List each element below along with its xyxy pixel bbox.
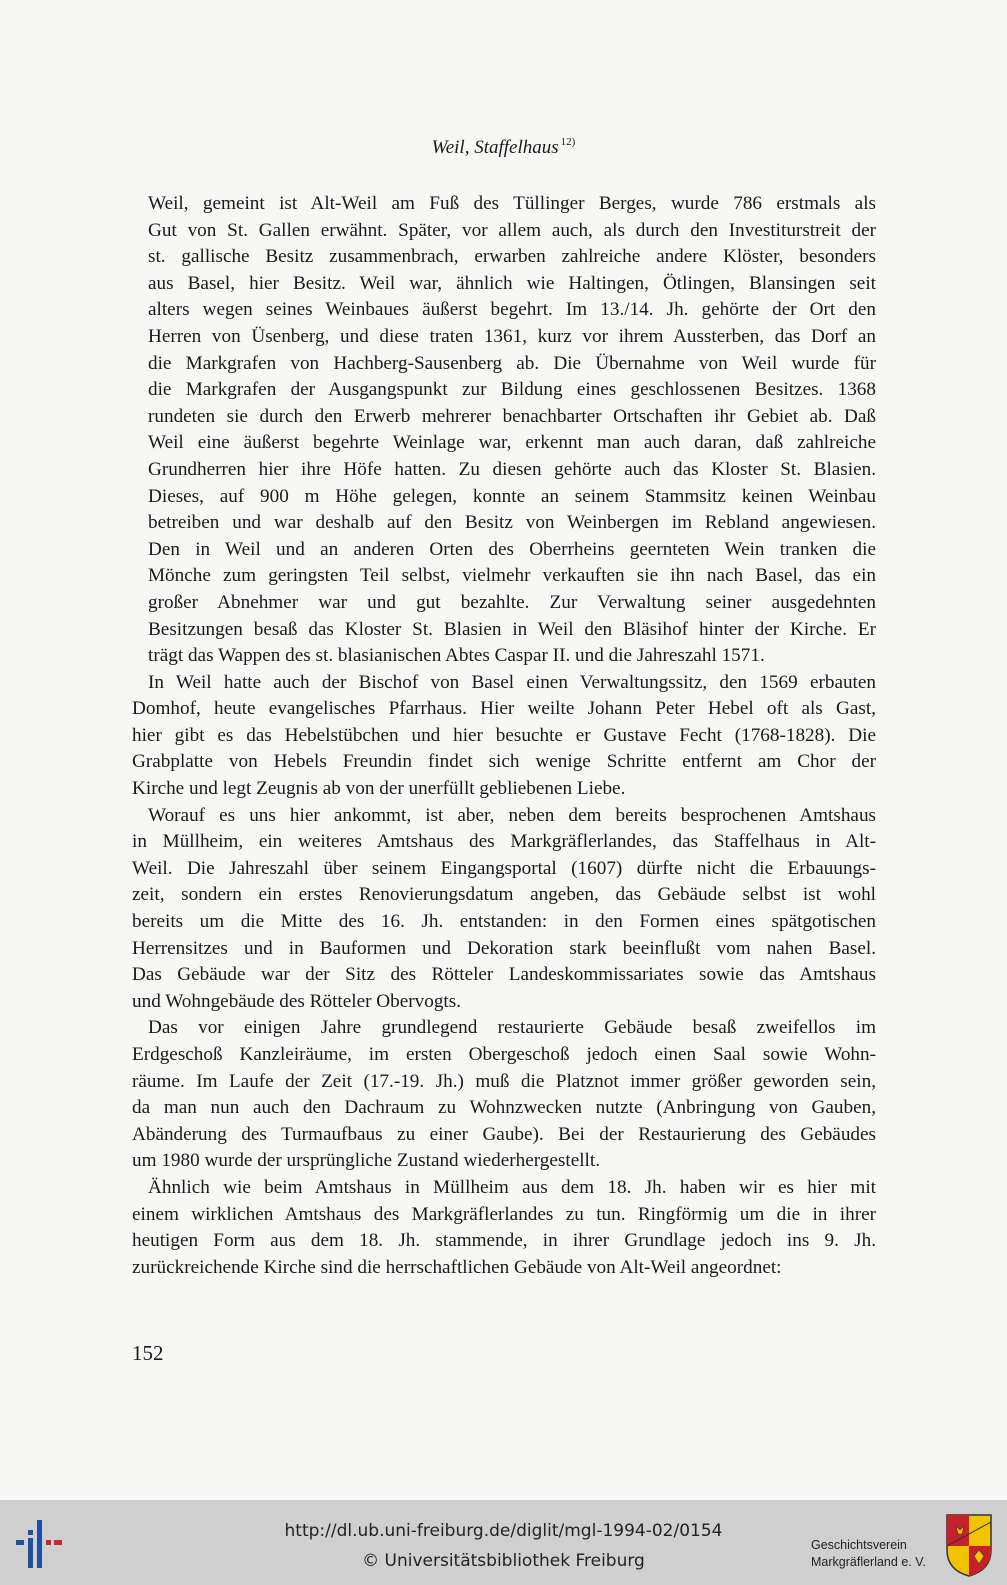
- text-line: hier gibt es das Hebelstübchen und hier besuchte er Gustave Fecht (1768-1828). Die: [132, 724, 876, 746]
- society-line-1: Geschichtsverein: [811, 1538, 907, 1552]
- text-line: rundeten sie durch den Erwerb mehrerer benachbarter Ortschaften ihr Gebiet ab. Daß: [148, 405, 876, 427]
- text-line: Kirche und legt Zeugnis ab von der unerfüllt gebliebenen Liebe.: [132, 778, 626, 800]
- text-line: Dieses, auf 900 m Höhe gelegen, konnte an seinem Stammsitz keinen Weinbau: [148, 485, 876, 507]
- text-line: Grabplatte von Hebels Freundin findet sich wenige Schritte entfernt am Chor der: [132, 751, 876, 773]
- text-line: Domhof, heute evangelisches Pfarrhaus. Hier weilte Johann Peter Hebel oft als Gast,: [132, 698, 876, 720]
- text-line: Weil. Die Jahreszahl über seinem Eingangsportal (1607) dürfte nicht die Erbauungs-: [132, 857, 876, 879]
- text-line: Weil eine äußerst begehrte Weinlage war, erkennt man auch daran, daß zahlreiche: [148, 432, 876, 454]
- text-line: Weil, gemeint ist Alt-Weil am Fuß des Tüllinger Berges, wurde 786 erstmals als: [148, 193, 876, 214]
- text-line: zeit, sondern ein erstes Renovierungsdatum angeben, das Gebäude selbst ist wohl: [132, 884, 876, 906]
- text-line: in Müllheim, ein weiteres Amtshaus des Markgräflerlandes, das Staffelhaus in Alt-: [132, 831, 876, 853]
- footer-copyright: © Universitätsbibliothek Freiburg: [362, 1551, 645, 1571]
- text-line: da man nun auch den Dachraum zu Wohnzwecken nutzte (Anbringung von Gauben,: [132, 1097, 876, 1119]
- text-line: bereits um die Mitte des 16. Jh. entstanden: in den Formen eines spätgotischen: [132, 911, 876, 933]
- text-line: Grundherren hier ihre Höfe hatten. Zu diesen gehörte auch das Kloster St. Blasien.: [148, 458, 876, 480]
- text-line: Mönche zum geringsten Teil selbst, vielmehr verkauften sie ihn nach Basel, das ein: [148, 565, 876, 587]
- section-heading: [0, 136, 1007, 159]
- paragraph: [132, 191, 876, 670]
- body-text: [132, 191, 876, 1281]
- paragraph: [132, 670, 876, 803]
- text-line: und Wohngebäude des Rötteler Obervogts.: [132, 990, 462, 1012]
- text-line: Herrensitzes und in Bauformen und Dekoration stark beeinflußt vom nahen Basel.: [132, 937, 876, 959]
- footer-url-link[interactable]: http://dl.ub.uni-freiburg.de/diglit/mgl-1994-02/0154: [284, 1521, 723, 1541]
- text-line: betreiben und war deshalb auf den Besitz von Weinbergen im Rebland angewiesen.: [148, 512, 876, 534]
- heading-title: Weil, Staffelhaus: [431, 137, 559, 158]
- text-line: großer Abnehmer war und gut bezahlte. Zur Verwaltung seiner ausgedehnten: [148, 591, 876, 613]
- text-line: Abänderung des Turmaufbaus zu einer Gaube). Bei der Restaurierung des Gebäudes: [132, 1123, 876, 1145]
- text-line: Das vor einigen Jahre grundlegend restaurierte Gebäude besaß zweifellos im: [148, 1017, 876, 1039]
- page-number: 152: [132, 1341, 164, 1365]
- text-line: Herren von Üsenberg, und diese traten 1361, kurz vor ihrem Aussterben, das Dorf an: [148, 325, 876, 347]
- text-line: In Weil hatte auch der Bischof von Basel einen Verwaltungssitz, den 1569 erbauten: [148, 671, 876, 693]
- society-line-2: Markgräflerland e. V.: [811, 1555, 926, 1569]
- text-line: um 1980 wurde der ursprüngliche Zustand wiederhergestellt.: [132, 1150, 601, 1172]
- text-line: einem wirklichen Amtshaus des Markgräflerlandes zu tun. Ringförmig um die in ihrer: [132, 1203, 876, 1225]
- society-name: [811, 1537, 926, 1571]
- text-line: Das Gebäude war der Sitz des Rötteler Landeskommissariates sowie das Amtshaus: [132, 964, 876, 986]
- text-line: Besitzungen besaß das Kloster St. Blasien in Weil den Bläsihof hinter der Kirche. Er: [148, 618, 876, 640]
- coat-of-arms-icon: [944, 1512, 994, 1578]
- text-line: Den in Weil und an anderen Orten des Oberrheins geernteten Wein tranken die: [148, 538, 876, 560]
- text-line: trägt das Wappen des st. blasianischen Abtes Caspar II. und die Jahreszahl 1571.: [148, 645, 765, 667]
- heading-footnote-ref: 12): [560, 136, 576, 148]
- paragraph: [132, 803, 876, 1016]
- text-line: aus Basel, hier Besitz. Weil war, ähnlich wie Haltingen, Ötlingen, Blansingen seit: [148, 272, 876, 294]
- paragraph: [132, 1175, 876, 1281]
- text-line: Erdgeschoß Kanzleiräume, im ersten Obergeschoß jedoch einen Saal sowie Wohn-: [132, 1044, 876, 1065]
- text-line: Worauf es uns hier ankommt, ist aber, neben dem bereits besprochenen Amtshaus: [148, 804, 876, 826]
- text-line: die Markgrafen der Ausgangspunkt zur Bildung eines geschlossenen Besitzes. 1368: [148, 379, 876, 401]
- text-line: räume. Im Laufe der Zeit (17.-19. Jh.) muß die Platznot immer größer geworden sein,: [132, 1070, 876, 1092]
- text-line: die Markgrafen von Hachberg-Sausenberg ab. Die Übernahme von Weil wurde für: [148, 352, 876, 374]
- text-line: Gut von St. Gallen erwähnt. Später, vor allem auch, als durch den Investiturstreit der: [148, 219, 876, 241]
- paragraph: [132, 1015, 876, 1175]
- text-line: st. gallische Besitz zusammenbrach, erwarben zahlreiche andere Klöster, besonders: [148, 246, 876, 268]
- text-line: heutigen Form aus dem 18. Jh. stammende, in ihrer Grundlage jedoch ins 9. Jh.: [132, 1230, 876, 1252]
- text-line: zurückreichende Kirche sind die herrschaftlichen Gebäude von Alt-Weil angeordnet:: [132, 1256, 782, 1278]
- text-line: Ähnlich wie beim Amtshaus in Müllheim aus dem 18. Jh. haben wir es hier mit: [148, 1176, 876, 1198]
- footer-bar: [0, 1500, 1007, 1585]
- text-line: alters wegen seines Weinbaues äußerst begehrt. Im 13./14. Jh. gehörte der Ort den: [148, 299, 876, 321]
